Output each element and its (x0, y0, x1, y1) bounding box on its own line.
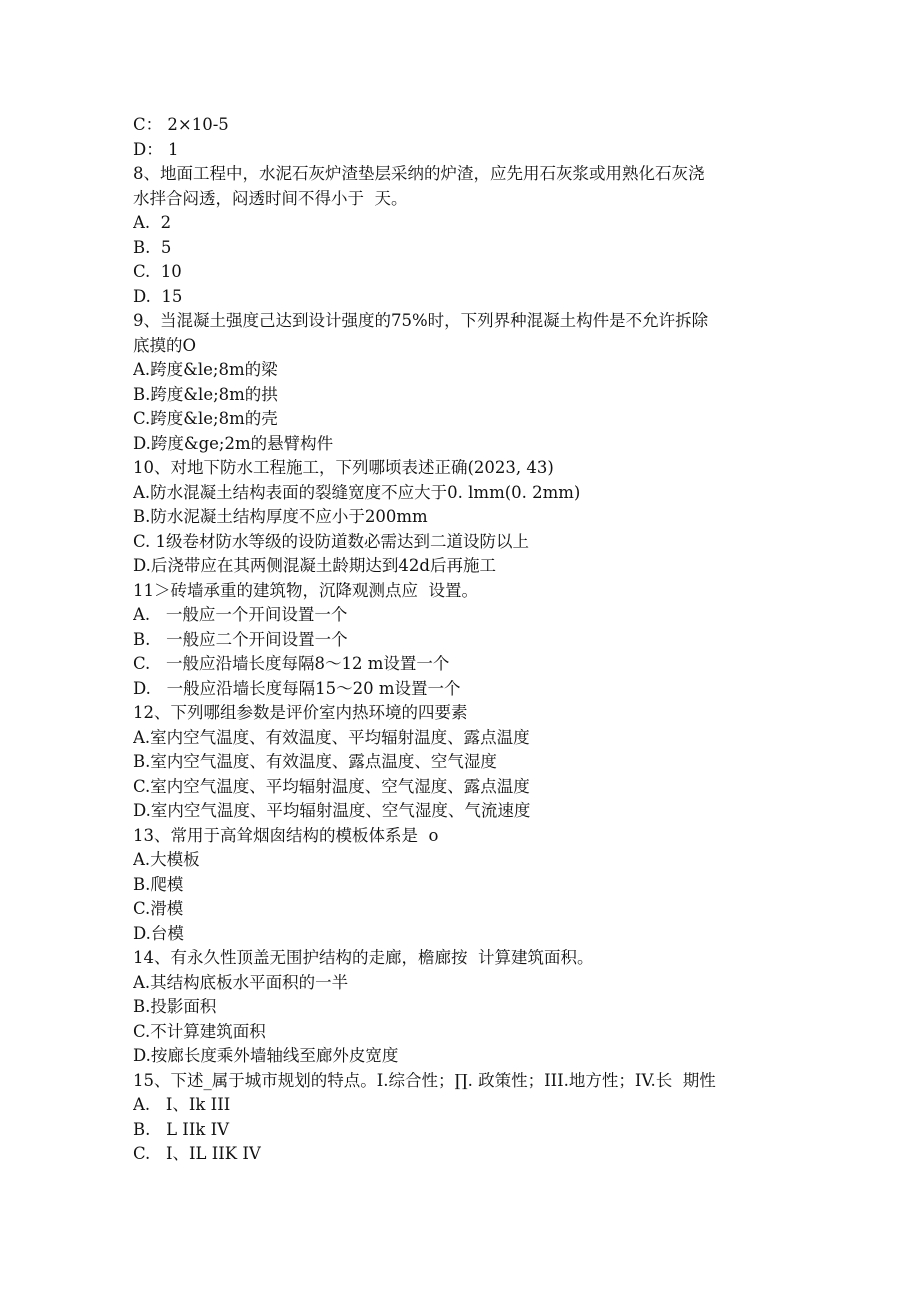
answer-option: D.室内空气温度、平均辐射温度、空气湿度、气流速度 (133, 801, 531, 820)
answer-option: A. 2 (133, 213, 172, 232)
answer-option: B.投影面积 (133, 997, 217, 1016)
answer-option: A. I、Ik III (133, 1095, 231, 1114)
answer-option: B. L IIk IV (133, 1119, 230, 1139)
question-text: 13、常用于高耸烟囱结构的模板体系是 o (133, 825, 439, 845)
answer-option: B.跨度&le;8m的拱 (133, 384, 278, 404)
answer-option: A.跨度&le;8m的梁 (133, 360, 278, 379)
question-text: 11＞砖墙承重的建筑物，沉降观测点应 设置。 (133, 580, 478, 600)
answer-option: C.滑模 (133, 899, 184, 918)
answer-option: A.其结构底板水平面积的一半 (133, 972, 349, 992)
answer-option: C. 1级卷材防水等级的设防道数必需达到二道设防以上 (133, 531, 530, 551)
question-text: 底摸的O (133, 335, 197, 355)
question-text: 14、有永久性顶盖无围护结构的走廊，檐廊按 计算建筑面积。 (133, 948, 594, 967)
answer-option: A.室内空气温度、有效温度、平均辐射温度、露点温度 (133, 727, 530, 747)
answer-option: C： 2×10-5 (133, 115, 229, 134)
answer-option: D： 1 (133, 139, 179, 159)
answer-option: C.跨度&le;8m的壳 (133, 409, 278, 428)
answer-option: B.防水泥凝土结构厚度不应小于200mm (133, 507, 428, 526)
document-body (133, 113, 793, 1167)
answer-option: C.不计算建筑面积 (133, 1021, 266, 1041)
question-text: 15、下述_属于城市规划的特点。I.综合性；∏. 政策性；III.地方性；IV.长 期性 (133, 1070, 716, 1090)
answer-option: C. I、IL IIK IV (133, 1144, 261, 1163)
question-text: 12、下列哪组参数是评价室内热环境的四要素 (133, 703, 468, 722)
question-text: 8、地面工程中，水泥石灰炉渣垫层采纳的炉渣，应先用石灰浆或用熟化石灰浇 (133, 164, 705, 183)
answer-option: D.台模 (133, 923, 184, 943)
answer-option: D. 15 (133, 286, 183, 306)
answer-option: A.大模板 (133, 850, 200, 869)
answer-option: D.跨度&ge;2m的悬臂构件 (133, 433, 334, 453)
answer-option: B. 一般应二个开间设置一个 (133, 629, 348, 649)
answer-option: D. 一般应沿墙长度每隔15～20 m设置一个 (133, 678, 461, 698)
answer-option: C. 一般应沿墙长度每隔8～12 m设置一个 (133, 654, 450, 673)
answer-option: C. 10 (133, 262, 182, 281)
answer-option: A. 一般应一个开间设置一个 (133, 605, 348, 624)
answer-option: B.爬模 (133, 874, 184, 894)
answer-option: D.按廊长度乘外墙轴线至廊外皮宽度 (133, 1046, 399, 1065)
question-text: 10、对地下防水工程施工，下列哪顷表述正确(2023, 43) (133, 458, 554, 477)
answer-option: B. 5 (133, 237, 172, 257)
question-text: 水拌合闷透，闷透时间不得小于 天。 (133, 188, 408, 208)
question-text: 9、当混凝土强度己达到设计强度的75%时，下列界种混凝土构件是不允许拆除 (133, 311, 709, 330)
answer-option: A.防水混凝土结构表面的裂缝宽度不应大于0. lmm(0. 2mm) (133, 482, 581, 502)
answer-option: C.室内空气温度、平均辐射温度、空气湿度、露点温度 (133, 776, 530, 796)
answer-option: B.室内空气温度、有效温度、露点温度、空气湿度 (133, 752, 497, 771)
answer-option: D.后浇带应在其两侧混凝土龄期达到42d后再施工 (133, 556, 496, 575)
